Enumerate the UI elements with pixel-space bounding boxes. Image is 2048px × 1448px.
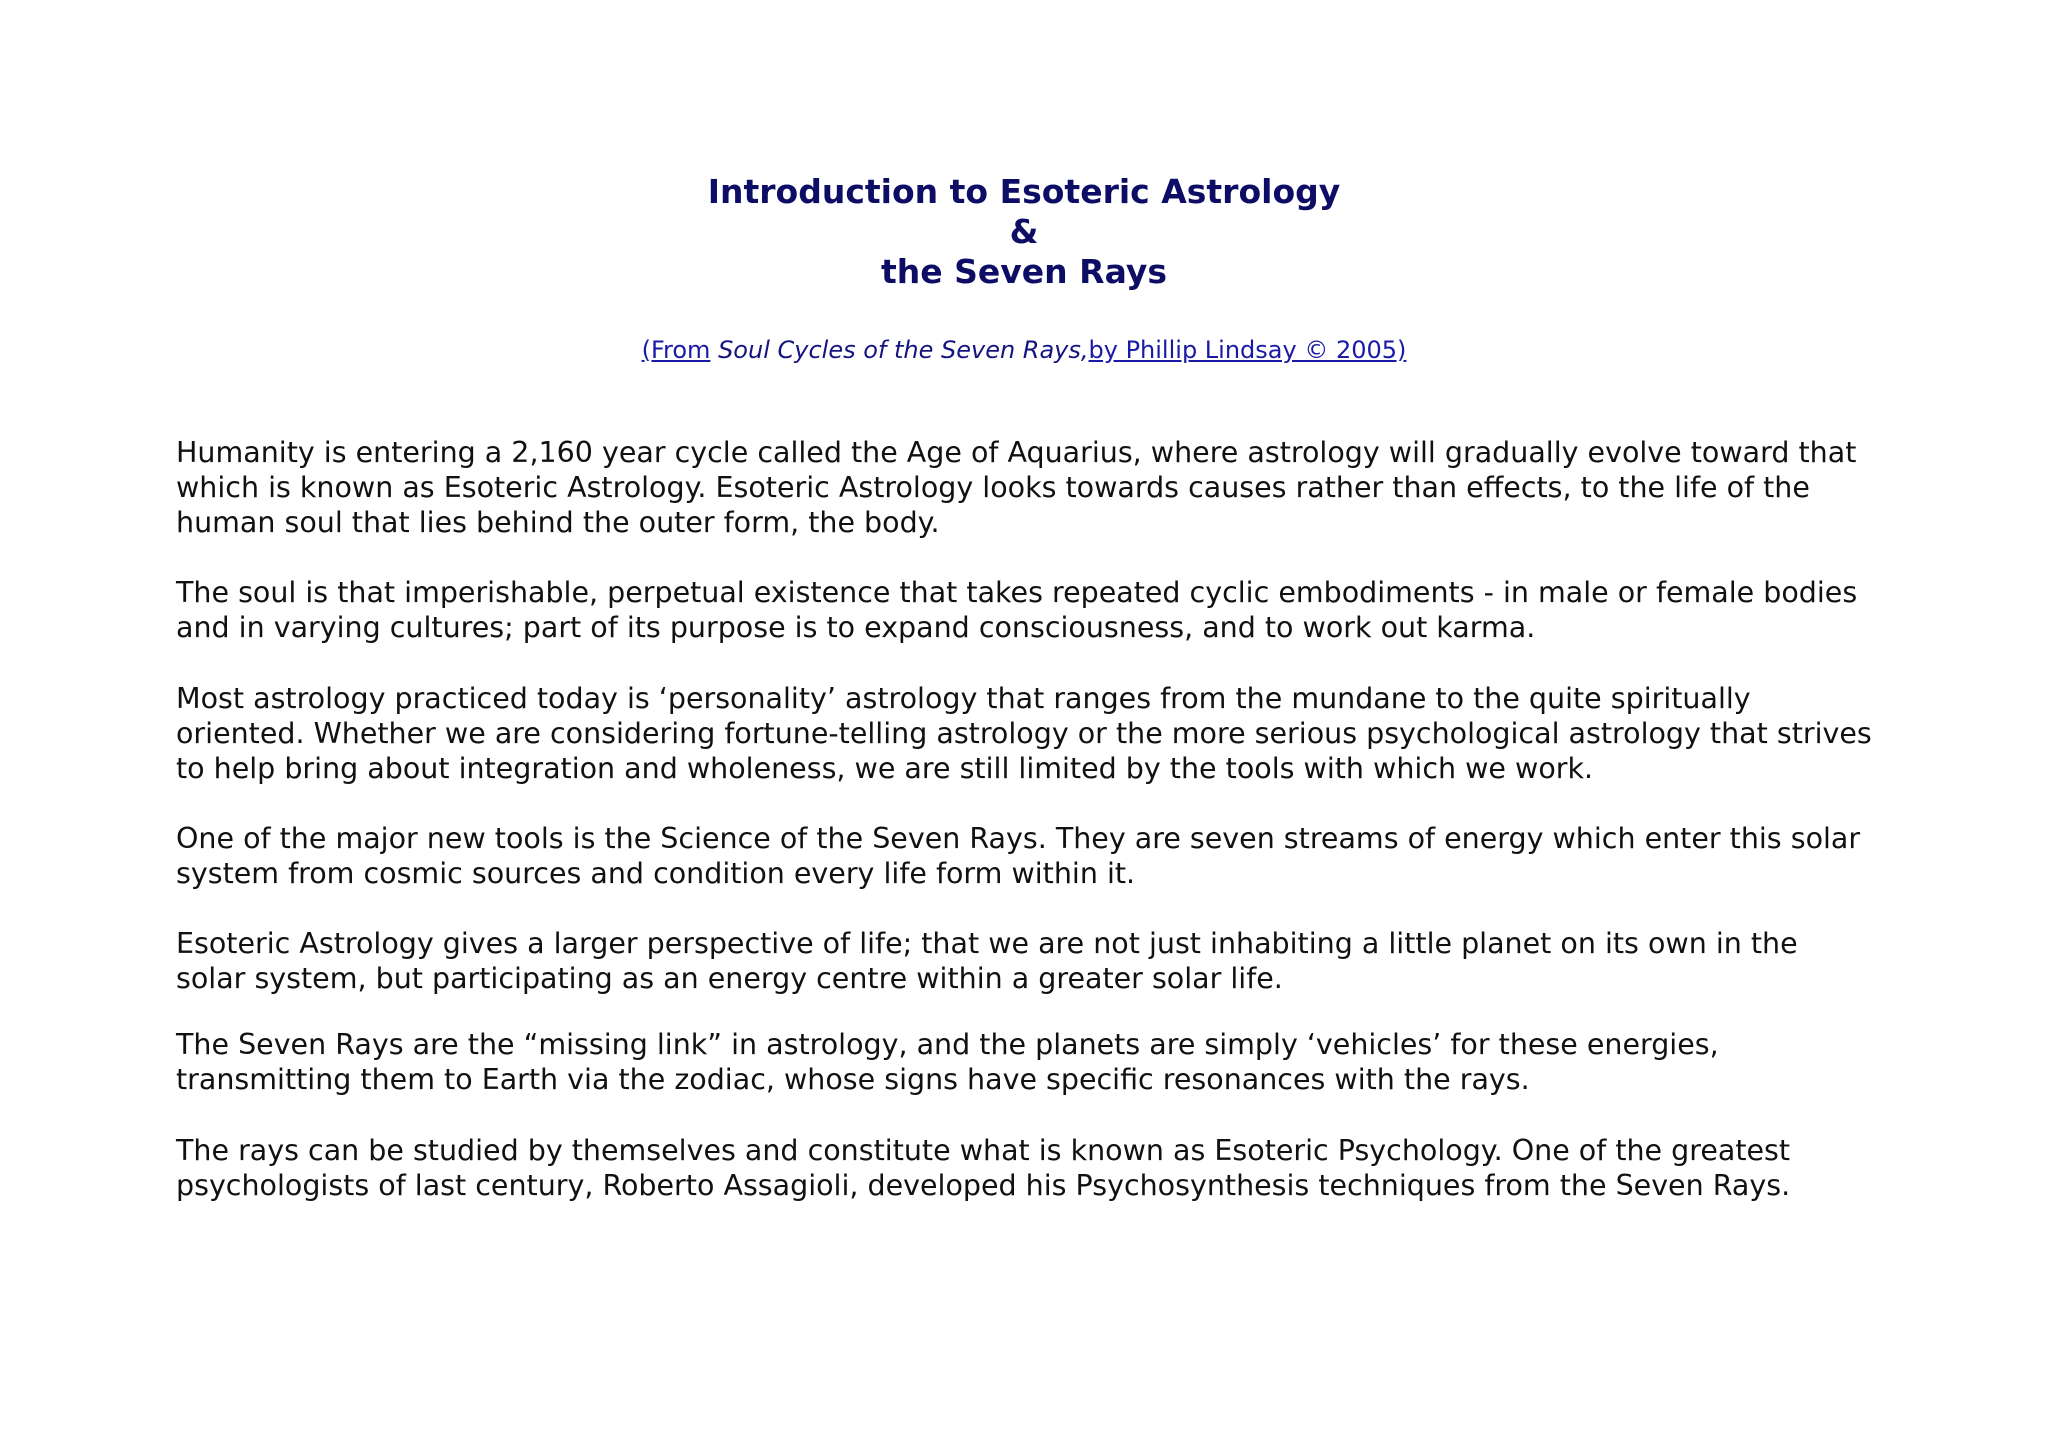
paragraph-2: The soul is that imperishable, perpetual existence that takes repeated cyclic embodiments - in male or female bodies and in varying cultures; part of its purpose is to expand consciousness, and to work out karma. [176, 576, 1858, 644]
title-line-2: & [1009, 212, 1039, 251]
citation [0, 334, 2048, 366]
citation-author-link[interactable]: by Phillip Lindsay © 2005) [1088, 336, 1407, 364]
paragraph-6: The Seven Rays are the “missing link” in astrology, and the planets are simply ‘vehicles’ for these energies, transmitting them to Earth via the zodiac, whose signs have specific resonances with the rays. [176, 1028, 1719, 1096]
title-line-3: the Seven Rays [881, 252, 1167, 291]
paragraph-5: Esoteric Astrology gives a larger perspective of life; that we are not just inhabiting a little planet on its own in the solar system, but participating as an energy centre within a greater solar life. [176, 927, 1798, 995]
paragraph-4: One of the major new tools is the Science of the Seven Rays. They are seven streams of energy which enter this solar system from cosmic sources and condition every life form within it. [176, 822, 1861, 890]
document-title [0, 172, 2048, 292]
citation-book-title: Soul Cycles of the Seven Rays, [718, 336, 1089, 364]
title-line-1: Introduction to Esoteric Astrology [707, 172, 1341, 211]
citation-from-link[interactable]: (From [641, 336, 711, 364]
paragraph-1: Humanity is entering a 2,160 year cycle called the Age of Aquarius, where astrology will gradually evolve toward that which is known as Esoteric Astrology. Esoteric Astrology looks towards causes rather than effects, to the life of the human soul that lies behind the outer form, the body. [176, 436, 1857, 539]
paragraph-3: Most astrology practiced today is ‘personality’ astrology that ranges from the mundane to the quite spiritually oriented. Whether we are considering fortune-telling astrology or the more serious psychological astrology that strives to help bring about integration and wholeness, we are still limited by the tools with which we work. [176, 682, 1872, 785]
paragraph-7: The rays can be studied by themselves and constitute what is known as Esoteric Psychology. One of the greatest psychologists of last century, Roberto Assagioli, developed his Psychosynthesis techniques from the Seven Rays. [176, 1134, 1791, 1202]
